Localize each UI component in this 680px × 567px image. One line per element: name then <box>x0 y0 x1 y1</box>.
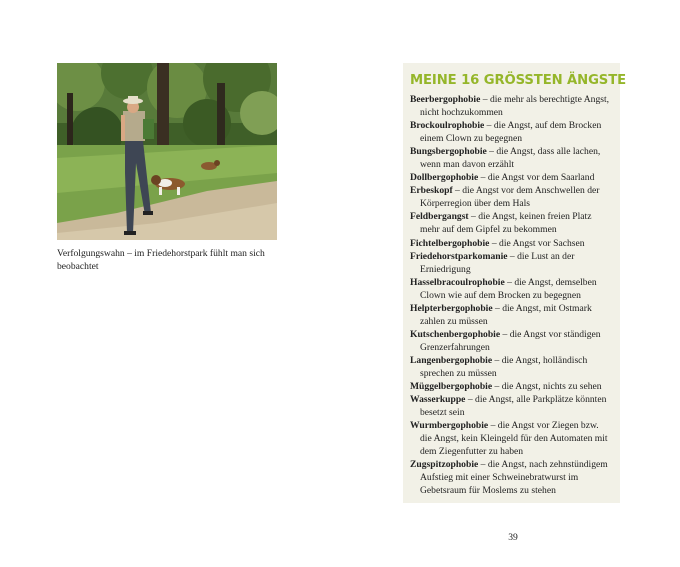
fear-entry <box>410 354 612 380</box>
fear-description: – die Angst, nichts zu sehen <box>492 381 602 393</box>
fear-entry <box>410 184 612 210</box>
fear-description: – die Angst, holländisch sprechen zu müssen <box>420 354 588 379</box>
fear-description: – die Angst, auf dem Brocken einem Clown zu begegnen <box>420 120 602 145</box>
fear-term: Beerbergophobie <box>410 94 481 105</box>
fear-description: – die Angst, keinen freien Platz mehr auf dem Gipfel zu bekommen <box>420 211 592 236</box>
fear-entry <box>410 93 612 119</box>
fear-description: – die Angst vor Ziegen bzw. die Angst, kein Kleingeld für den Automaten mit dem Ziegenfutter zu haben <box>420 420 608 458</box>
park-photo-drawing <box>57 63 277 240</box>
fear-description: – die Angst, alle Parkplätze könnten besetzt sein <box>420 394 607 419</box>
fear-term: Zugspitzophobie <box>410 459 479 471</box>
fear-entry <box>410 171 612 184</box>
fear-description: – die Angst vor dem Anschwellen der Körperregion über dem Hals <box>420 185 600 210</box>
fear-description: – die Angst, mit Ostmark zahlen zu müssen <box>420 302 592 327</box>
fears-box <box>403 63 627 503</box>
fear-term: Langenbergophobie <box>410 354 493 366</box>
fear-description: – die Angst, nach zehnstündigem Aufstieg mit einer Schweinebratwurst im Gebetsraum für Moslems zu stehen <box>420 459 608 497</box>
fear-entry <box>410 237 612 250</box>
fears-box-title: MEINE 16 GRÖSSTEN ÄNGSTE <box>410 73 627 88</box>
fear-term: Wasserkuppe <box>410 394 466 406</box>
fear-term: Hasselbracoulrophobie <box>410 276 505 288</box>
fear-term: Erbeskopf <box>410 185 453 197</box>
fear-entry <box>410 458 612 497</box>
fear-entry <box>410 328 612 354</box>
fear-term: Wurmbergophobie <box>410 420 489 432</box>
fear-entry <box>410 250 612 276</box>
fear-entry <box>410 210 612 236</box>
fear-term: Friedehorstparkomanie <box>410 250 508 262</box>
page-number: 39 <box>508 532 518 543</box>
fear-term: Kutschenbergophobie <box>410 328 501 340</box>
fear-term: Fichtelbergophobie <box>410 237 490 249</box>
fear-term: Müggelbergophobie <box>410 381 493 393</box>
fear-description: – die Angst vor dem Saarland <box>478 172 595 184</box>
park-photo <box>57 63 277 240</box>
fear-term: Helpterbergophobie <box>410 302 493 314</box>
fear-description: – die Angst, dass alle lachen, wenn man davon erzählt <box>420 146 601 171</box>
fear-description: – die Angst vor ständigen Grenzerfahrungen <box>420 328 601 353</box>
fear-entry <box>410 119 612 145</box>
fears-list <box>410 93 612 497</box>
fear-description: – die Angst, demselben Clown wie auf dem Brocken zu begegnen <box>420 276 597 301</box>
fear-entry <box>410 419 612 458</box>
fear-term: Dollbergophobie <box>410 172 479 184</box>
fear-entry <box>410 276 612 302</box>
fear-term: Brockoulrophobie <box>410 120 485 132</box>
fear-entry <box>410 393 612 419</box>
photo-caption: Verfolgungswahn – im Friedehorstpark fühlt man sich beobachtet <box>57 248 265 272</box>
fear-entry <box>410 145 612 171</box>
fear-entry <box>410 302 612 328</box>
fear-entry <box>410 380 612 393</box>
fear-description: – die Lust an der Erniedrigung <box>420 250 575 275</box>
fear-term: Bungsbergophobie <box>410 146 487 158</box>
fear-description: – die mehr als berechtigte Angst, nicht hochzukommen <box>420 94 610 119</box>
fear-description: – die Angst vor Sachsen <box>489 237 585 249</box>
fear-term: Feldbergangst <box>410 211 469 223</box>
